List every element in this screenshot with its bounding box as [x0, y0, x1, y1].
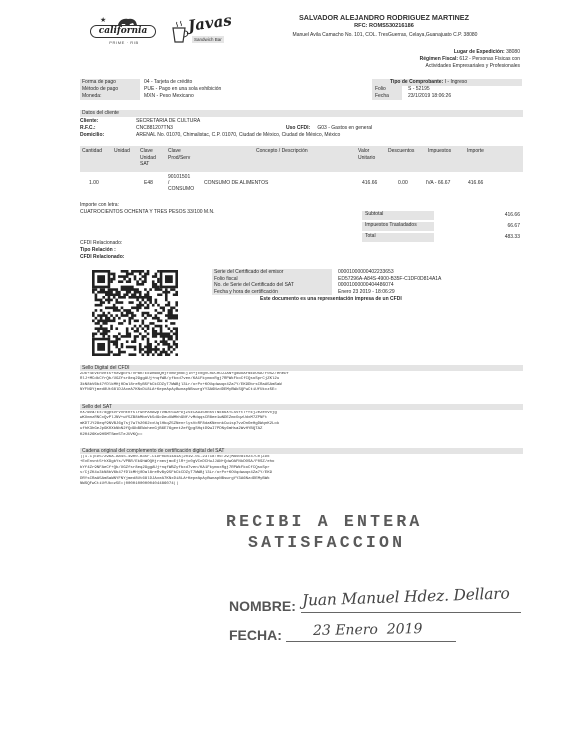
certificate-value: 00001000000402233653	[338, 269, 394, 275]
total-value: 483.33	[504, 234, 520, 241]
client-address-row	[80, 132, 523, 139]
client-name-label: Cliente:	[80, 118, 99, 124]
total-row-taxes	[362, 221, 522, 232]
amount-words-value: CUATROCIENTOS OCHENTA Y TRES PESOS 33/100 M.N.	[80, 209, 215, 215]
cell-concepto: CONSUMO DE ALIMENTOS	[204, 180, 269, 186]
cell-clave-prod-3: CONSUMO	[168, 186, 195, 192]
voucher-type-label: Tipo de Comprobante:	[390, 79, 444, 85]
certificate-label: No. de Serie del Certificado del SAT	[212, 282, 332, 289]
payment-row	[80, 86, 310, 93]
uso-cfdi-label: Uso CFDI:	[286, 125, 311, 131]
representation-note: Este documento es una representación impresa de un CFDI	[260, 296, 402, 302]
seal-line: mKDTJY28eqf9NVBJ6g7sj7w7h2062cxUqlHbqZ5ZNenrlysVcRF8daKNevnkCwisp7vzDnOeHgDWqnK2Lok	[80, 421, 280, 426]
related-cfdi-label: CFDI Relacionado:	[80, 254, 125, 260]
client-rfc-row	[80, 125, 523, 132]
total-row-total	[362, 232, 522, 243]
table-header	[80, 146, 523, 172]
receipt-date-handwritten: 23 Enero 2019	[312, 621, 423, 639]
issuer-name: SALVADOR ALEJANDRO RODRIGUEZ MARTINEZ	[299, 13, 469, 22]
payment-label: Moneda:	[80, 93, 140, 100]
qr-code	[92, 270, 178, 356]
payment-label: Método de pago	[80, 86, 140, 93]
certificate-row	[212, 289, 522, 296]
place-value: 38080	[506, 49, 520, 55]
subtotal-value: 416.66	[504, 212, 520, 219]
logo-california-sub: PRIME · RIB	[109, 40, 139, 45]
chain-title: Cadena original del complemento de certificación digital del SAT	[80, 448, 523, 454]
seal-cfdi-text	[80, 372, 523, 394]
logo-javas-sub: Sandwich Bar	[194, 37, 222, 42]
cell-importe: 416.66	[468, 180, 484, 186]
seal-line: RlJ+MCdkCYrQb/UGZfsr8eq29ggAUj+nqfWB/yfbxd7ven/KA1FkymoxRgj7RPWkFkoCfCQsoSprCjZKl2u	[80, 377, 280, 382]
logo-california	[86, 16, 160, 48]
certificate-block	[212, 269, 522, 303]
regime-label: Régimen Fiscal:	[419, 56, 459, 62]
date-value: 23/1/2019 18:06:26	[408, 93, 452, 99]
cell-clave-prod: 90101501	[168, 174, 191, 180]
regime-value: 612 - Personas Físicas con	[459, 56, 520, 62]
receipt-name-line	[301, 612, 521, 613]
chain-line: ||1.1|ED57296A-A84S-4900-B35F-C1DF0D814A1A|2019-01-23T18:06:29|MAS0810247C0|ZDk	[80, 455, 270, 459]
client-address-value: ARENAL No. 01070, Chimalistac, C.P. 01070, Ciudad de México, Ciudad de México, México	[136, 132, 341, 138]
payment-row	[80, 93, 310, 100]
seal-line: K20426Ko9HSMTSmn5TeJUVKQ==	[80, 432, 143, 437]
payment-row	[80, 79, 310, 86]
total-label: Total	[362, 233, 434, 242]
payment-value: PUE - Pago en una sola exhibición	[144, 86, 222, 92]
voucher-folio-row	[372, 86, 522, 93]
taxes-value: 66.67	[507, 223, 520, 230]
payment-value: 04 - Tarjeta de crédito	[144, 79, 193, 85]
chain-line: DRYsCRaA5AmSaWNYFNYjmed8Ut68lDJAxeA7KNxDi8LA+KepeApAyBwnapNBswrgYY3A6NzdDEMyBWk	[80, 476, 270, 481]
certificate-label: Serie del Certificado del emisor	[212, 269, 332, 276]
seal-line: NYFN9Yjmed8Ut68lDJAxeA7KNxDi8LA+KepeApAyBwnapNBswrgYY3A6NzdDEMyBWkSQFwCtiUfUkcz5E=	[80, 388, 277, 393]
certificate-label: Folio fiscal	[212, 276, 332, 283]
chain-line: bYf4Zr9NFAeCf+Qb/UGZfsr8eq29ggAUj+nqfWBZyfbxd7ven/KA1FkymoxRgj7RPWkFkoCfCQsoSpr	[80, 465, 270, 470]
voucher-type-row	[372, 79, 522, 86]
col-header-impuestos: Impuestos	[428, 148, 452, 154]
seal-line: wKUmnzRNCxQvPlJNV+wY5ZB8bMbnVk5d9c9euUWMhh9Nf/vMdqqsCR8ee1wNDEZmcOqzUdxM7ZPNFt	[80, 416, 268, 421]
voucher-date-row	[372, 93, 522, 100]
voucher-block	[372, 79, 522, 100]
issuer-place	[380, 49, 520, 56]
receipt-name-label: NOMBRE:	[229, 598, 296, 614]
client-name-value: SECRETARIA DE CULTURA	[136, 118, 201, 124]
subtotal-label: Subtotal	[362, 211, 434, 220]
amount-words-label: Importe con letra:	[80, 202, 119, 208]
payment-value: MXN - Peso Mexicano	[144, 93, 194, 99]
col-header-concepto: Concepto / Descripción	[256, 148, 308, 154]
chain-line: +EvEnvnt5+hX9gbYs/VPBR/Ek9hWOQHjrxmvjmoEjlR+jc0gVCnDCHuJJAN+QdwOAFNkDOSA/F0SZ/eho	[80, 460, 275, 465]
client-rfc-value: CNC881207TN3	[136, 125, 173, 131]
client-address-label: Domicilio:	[80, 132, 105, 138]
certificate-value: Enero 23 2019 - 18:06:29	[338, 288, 395, 295]
qr-code-graphic	[92, 270, 178, 356]
issuer-regime-2: Actividades Empresariales y Profesionales	[425, 63, 520, 69]
col-header-importe: Importe	[467, 148, 484, 154]
logo-javas	[170, 11, 236, 50]
seal-line: 3kN8bV6b47fDlkMHj0Dal8reRyB5FbCkCDZyT7WWBjl3Lr/orPx+KOUqdwwqx4Za7Y/EK9DbrsCRaA5AmSaW	[80, 382, 282, 387]
seal-cfdi-title: Sello Digital del CFDI	[80, 365, 523, 371]
issuer-address: Manuel Avila Camacho No. 101, COL. TresGuerras, Celaya,Guanajuato C.P. 38080	[292, 32, 478, 38]
cell-clave-unidad: E48	[144, 180, 153, 186]
certificate-value: ED57296A-A84S-4900-B35F-C1DF0D814A1A	[338, 275, 442, 282]
chain-text	[80, 455, 523, 487]
col-header-descuentos: Descuentos	[388, 148, 415, 154]
logo-javas-text: Javas	[186, 11, 233, 35]
certificate-label: Fecha y hora de certificación	[212, 289, 332, 296]
chain-line: v/CjZK4u3kN8bV6b47fDlkMHj0Dal8reRvBy95FbCkCDZyT7WWBjl3Lr/orPx+KOUqdwwqx4Za7Y/EK9	[80, 471, 273, 476]
logo-star-icon: ★	[100, 17, 107, 24]
folio-label: Folio	[372, 86, 402, 93]
cell-descuentos: 0.00	[398, 180, 408, 186]
date-label: Fecha	[372, 93, 402, 100]
client-name-row	[80, 118, 523, 125]
col-header-unidad: Unidad	[114, 148, 130, 154]
col-header-clave-prod: Clave Prod/Serv	[168, 148, 191, 161]
cell-valor: 416.66	[362, 180, 378, 186]
col-header-valor: Valor Unitario	[358, 148, 376, 161]
logo-california-text: california	[90, 25, 156, 38]
receipt-name-signature: Juan Manuel Hdez. Dellaro	[301, 584, 510, 610]
col-header-cantidad: Cantidad	[82, 148, 103, 154]
logo-bear-icon	[116, 14, 138, 25]
uso-cfdi-value: G03 - Gastos en general	[317, 125, 373, 131]
totals-block	[362, 210, 522, 243]
col-header-clave-unidad: Clave Unidad SAT	[140, 148, 156, 167]
payment-block	[80, 79, 310, 100]
payment-label: Forma de pago	[80, 79, 140, 86]
receipt-date-label: FECHA:	[229, 627, 282, 643]
issuer-regime	[356, 56, 520, 63]
related-type-label: Tipo Relación :	[80, 247, 116, 253]
voucher-type-value: I - Ingreso	[444, 79, 468, 85]
receipt-stamp-line1: RECIBI A ENTERA	[226, 512, 423, 531]
place-label: Lugar de Expedición:	[453, 49, 505, 55]
related-title: CFDI Relacionado:	[80, 240, 123, 246]
receipt-stamp-line2: SATISFACCION	[248, 533, 406, 552]
seal-line: ufhK3hGeJpGK0XbNbN2fQd9bBEWohenGjB6E76gent2efQpgSHqtD9wI7PDNy6mHsa2WvHYBQTAZ	[80, 427, 263, 432]
seal-sat-text	[80, 411, 523, 438]
seal-line: nX7WVa/Ex/dgpsVrVvHtRY5lr9RPAnA9pTvmDt5GzPDjZvzCAu35RRXVTNkb6XYLSVrtT+fkjJe2evvxjg	[80, 411, 277, 415]
folio-value: S - 52195	[408, 86, 430, 92]
cell-clave-prod-2: /	[168, 180, 170, 186]
receipt-date-line	[286, 641, 456, 642]
total-row-subtotal	[362, 210, 522, 221]
seal-sat-title: Sello del SAT	[80, 404, 523, 410]
cell-cantidad: 1.00	[89, 180, 99, 186]
client-rfc-label: R.F.C.:	[80, 125, 96, 131]
table-row	[80, 174, 523, 196]
seal-line: ZDk+4EvEnvnt5+hX9gbYs/VPBR/Ek9hWOQHjrxmvjmoEjlR+jc0gVCnDCHuJJAN+QdwOAFNkDOSA/F0SZ/eheDf	[80, 372, 289, 376]
issuer-rfc: RFC: ROMS530216186	[354, 23, 414, 29]
client-header: Datos del cliente	[80, 110, 523, 117]
chain-line: NWSQFwCtiUfUkcz5E=|00001000000404486074||	[80, 482, 179, 487]
certificate-value: 00001000000404486074	[338, 282, 394, 288]
taxes-label: Impuestos Trasladados	[362, 222, 434, 231]
cell-impuestos: IVA - 66.67	[426, 180, 451, 186]
